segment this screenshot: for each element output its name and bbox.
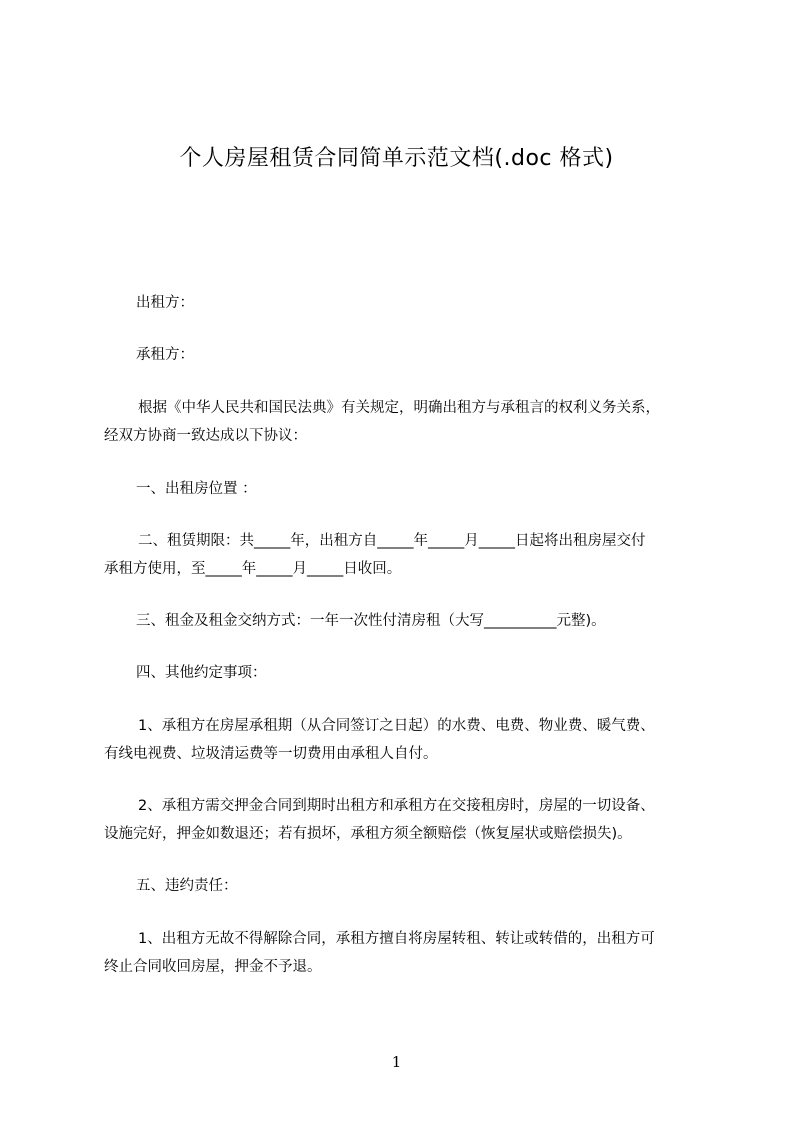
item-5-1-paragraph: [104, 925, 704, 981]
section-2-line-1: 二、租赁期限：共_____年，出租方自_____年_____月_____日起将出租房屋交付: [138, 533, 646, 549]
item-4-1-paragraph: [104, 712, 704, 768]
section-5-heading: [104, 872, 704, 900]
page-number: 1: [391, 1053, 402, 1071]
lessor-label-text: 出租方：: [136, 295, 194, 311]
section-1-heading: [104, 475, 704, 503]
intro-line-1: 根据《中华人民共和国民法典》有关规定，明确出租方与承租言的权利义务关系，: [138, 400, 660, 416]
section-1-text: 一、出租房位置 ：: [136, 481, 257, 497]
section-4-heading: [104, 659, 704, 687]
lessee-label-text: 承租方：: [136, 347, 194, 363]
item-4-2-line-1: 2、承租方需交押金合同到期时出租方和承租方在交接租房时，房屋的一切设备、: [138, 798, 655, 814]
section-5-text: 五、违约责任：: [136, 878, 238, 894]
section-2-line-2: 承租方使用，至_____年_____月_____日收回。: [104, 561, 402, 577]
lessee-label: [104, 341, 704, 369]
document-title: 个人房屋租赁合同简单示范文档(.doc 格式): [179, 146, 614, 171]
item-4-1-line-1: 1、承租方在房屋承租期（从合同签订之日起）的水费、电费、物业费、暖气费、: [138, 718, 655, 734]
section-3-text: 三、租金及租金交纳方式：一年一次性付清房租（大写__________元整)。: [136, 613, 606, 629]
section-4-text: 四、其他约定事项：: [136, 665, 267, 681]
intro-paragraph: [104, 394, 704, 450]
section-2-paragraph: [104, 527, 704, 583]
intro-line-2: 经双方协商一致达成以下协议：: [104, 428, 307, 444]
item-5-1-line-2: 终止合同收回房屋，押金不予退。: [104, 959, 322, 975]
item-4-2-paragraph: [104, 792, 704, 848]
section-3-paragraph: [104, 607, 704, 635]
item-4-1-line-2: 有线电视费、垃圾清运费等一切费用由承租人自付。: [104, 746, 438, 762]
lessor-label: [104, 289, 704, 317]
item-4-2-line-2: 设施完好，押金如数退还；若有损坏，承租方须全额赔偿（恢复屋状或赔偿损失)。: [104, 826, 632, 842]
item-5-1-line-1: 1、出租方无故不得解除合同，承租方擅自将房屋转租、转让或转借的，出租方可: [138, 931, 655, 947]
